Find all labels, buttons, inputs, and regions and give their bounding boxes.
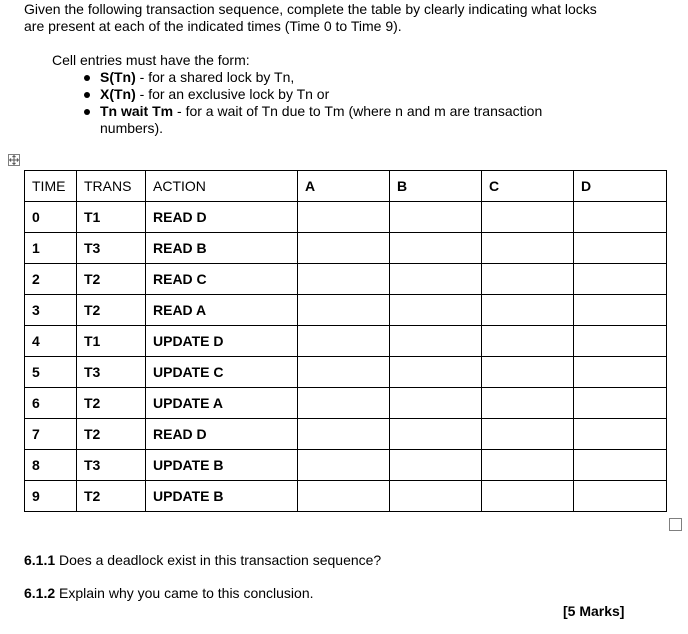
cell-lock-b[interactable]	[390, 481, 482, 512]
cell-lock-c[interactable]	[482, 202, 574, 233]
question-6-1-1	[24, 552, 381, 569]
cell-time: 4	[25, 326, 77, 357]
cell-lock-a[interactable]	[298, 450, 390, 481]
cell-form-list	[52, 69, 612, 137]
table-row	[25, 481, 667, 512]
cell-lock-a[interactable]	[298, 233, 390, 264]
cell-trans: T2	[77, 481, 146, 512]
cell-time: 8	[25, 450, 77, 481]
cell-action: UPDATE C	[146, 357, 298, 388]
list-item-desc: - for a shared lock by Tn,	[135, 69, 295, 85]
list-item-desc-continued: numbers).	[100, 120, 164, 136]
question-text: Does a deadlock exist in this transaction sequence?	[55, 552, 382, 568]
list-item-desc: - for an exclusive lock by Tn or	[135, 86, 330, 102]
list-item-term: Tn wait Tm	[100, 103, 174, 119]
cell-action: UPDATE A	[146, 388, 298, 419]
list-item	[52, 69, 612, 86]
cell-lock-d[interactable]	[574, 388, 667, 419]
cell-action: READ B	[146, 233, 298, 264]
list-item-term: X(Tn)	[100, 86, 136, 102]
move-arrows-icon[interactable]	[8, 154, 20, 166]
marks-label: [5 Marks]	[563, 603, 625, 619]
cell-action: READ A	[146, 295, 298, 326]
cell-lock-b[interactable]	[390, 326, 482, 357]
list-item-term: S(Tn)	[100, 69, 136, 85]
table-row	[25, 450, 667, 481]
cell-lock-c[interactable]	[482, 264, 574, 295]
table-body	[25, 202, 667, 512]
cell-lock-c[interactable]	[482, 450, 574, 481]
cell-lock-a[interactable]	[298, 388, 390, 419]
cell-time: 3	[25, 295, 77, 326]
cell-lock-d[interactable]	[574, 450, 667, 481]
cell-lock-a[interactable]	[298, 202, 390, 233]
question-text: Explain why you came to this conclusion.	[55, 585, 314, 601]
cell-lock-c[interactable]	[482, 295, 574, 326]
cell-lock-b[interactable]	[390, 233, 482, 264]
col-header-time: TIME	[25, 171, 77, 202]
question-number: 6.1.2	[24, 585, 56, 601]
cell-lock-d[interactable]	[574, 357, 667, 388]
cell-lock-c[interactable]	[482, 419, 574, 450]
cell-action: UPDATE B	[146, 481, 298, 512]
cell-form-section	[52, 52, 612, 137]
cell-time: 0	[25, 202, 77, 233]
cell-trans: T3	[77, 233, 146, 264]
cell-action: READ D	[146, 202, 298, 233]
cell-lock-a[interactable]	[298, 419, 390, 450]
cell-trans: T3	[77, 450, 146, 481]
cell-trans: T2	[77, 419, 146, 450]
cell-lock-d[interactable]	[574, 295, 667, 326]
cell-lock-b[interactable]	[390, 419, 482, 450]
intro-line-1: Given the following transaction sequence, complete the table by clearly indicating what locks	[24, 1, 597, 17]
cell-action: UPDATE B	[146, 450, 298, 481]
cell-lock-c[interactable]	[482, 233, 574, 264]
cell-lock-d[interactable]	[574, 419, 667, 450]
cell-trans: T3	[77, 357, 146, 388]
cell-form-heading: Cell entries must have the form:	[52, 52, 250, 68]
table-row	[25, 419, 667, 450]
cell-lock-a[interactable]	[298, 264, 390, 295]
cell-lock-d[interactable]	[574, 264, 667, 295]
cell-lock-d[interactable]	[574, 481, 667, 512]
cell-lock-c[interactable]	[482, 481, 574, 512]
col-header-d: D	[574, 171, 667, 202]
table-row	[25, 388, 667, 419]
cell-time: 6	[25, 388, 77, 419]
list-item	[52, 86, 612, 103]
cell-time: 5	[25, 357, 77, 388]
cell-time: 1	[25, 233, 77, 264]
intro-line-2: are present at each of the indicated times (Time 0 to Time 9).	[24, 18, 402, 34]
lock-table	[24, 170, 667, 512]
cell-lock-d[interactable]	[574, 202, 667, 233]
intro-paragraph	[24, 1, 664, 35]
table-header-row	[25, 171, 667, 202]
list-item-desc: - for a wait of Tn due to Tm (where n and m are transaction	[173, 103, 543, 119]
cell-lock-a[interactable]	[298, 481, 390, 512]
question-6-1-2	[24, 585, 314, 602]
cell-lock-c[interactable]	[482, 326, 574, 357]
table-row	[25, 202, 667, 233]
cell-lock-b[interactable]	[390, 295, 482, 326]
cell-time: 9	[25, 481, 77, 512]
cell-lock-a[interactable]	[298, 295, 390, 326]
cell-trans: T2	[77, 295, 146, 326]
col-header-trans: TRANS	[77, 171, 146, 202]
cell-time: 7	[25, 419, 77, 450]
cell-trans: T2	[77, 264, 146, 295]
list-item	[52, 103, 612, 137]
cell-lock-b[interactable]	[390, 450, 482, 481]
cell-lock-b[interactable]	[390, 264, 482, 295]
cell-action: UPDATE D	[146, 326, 298, 357]
cell-lock-b[interactable]	[390, 388, 482, 419]
cell-action: READ C	[146, 264, 298, 295]
cell-lock-b[interactable]	[390, 202, 482, 233]
cell-lock-d[interactable]	[574, 326, 667, 357]
cell-trans: T2	[77, 388, 146, 419]
table-row	[25, 295, 667, 326]
cell-trans: T1	[77, 202, 146, 233]
cell-lock-c[interactable]	[482, 388, 574, 419]
question-number: 6.1.1	[24, 552, 56, 568]
cell-lock-b[interactable]	[390, 357, 482, 388]
cell-lock-a[interactable]	[298, 357, 390, 388]
cell-action: READ D	[146, 419, 298, 450]
col-header-a: A	[298, 171, 390, 202]
table-row	[25, 326, 667, 357]
table-row	[25, 357, 667, 388]
table-row	[25, 233, 667, 264]
cell-lock-c[interactable]	[482, 357, 574, 388]
cell-lock-d[interactable]	[574, 233, 667, 264]
cell-time: 2	[25, 264, 77, 295]
cell-trans: T1	[77, 326, 146, 357]
col-header-action: ACTION	[146, 171, 298, 202]
resize-handle-icon[interactable]	[669, 518, 682, 531]
cell-lock-a[interactable]	[298, 326, 390, 357]
table-row	[25, 264, 667, 295]
col-header-b: B	[390, 171, 482, 202]
col-header-c: C	[482, 171, 574, 202]
